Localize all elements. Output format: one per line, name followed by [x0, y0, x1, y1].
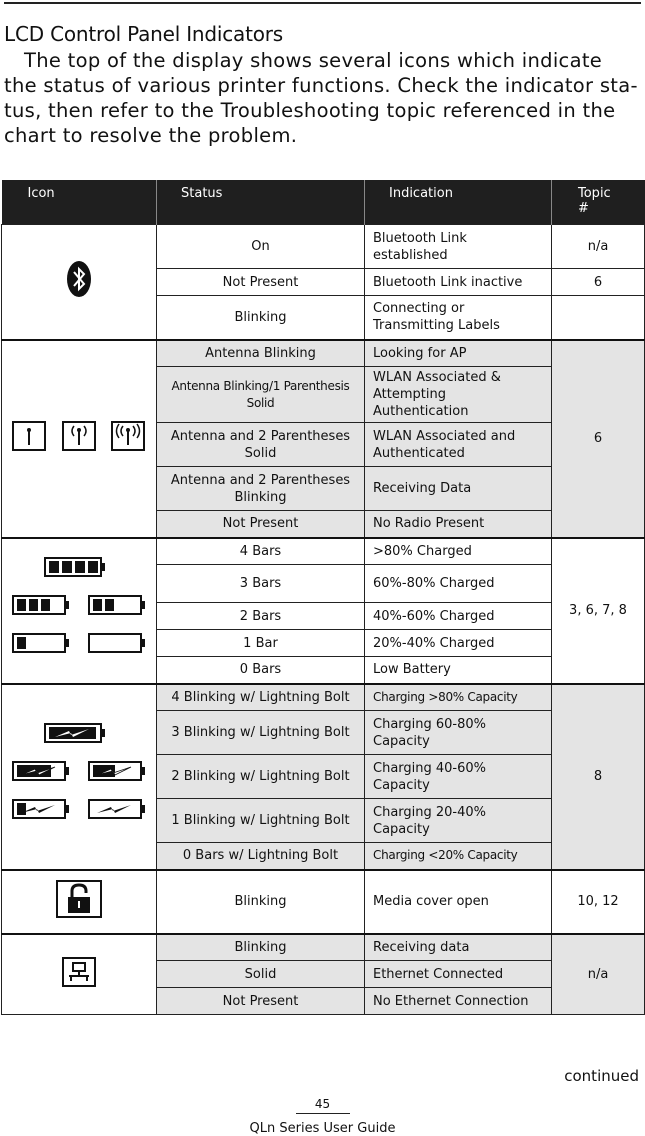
- intro-line: chart to resolve the problem.: [4, 124, 298, 147]
- intro-line: The top of the display shows several icons which indicate: [24, 49, 603, 72]
- header-icon: Icon: [2, 180, 157, 225]
- indication-cell: WLAN Associated & Attempting Authentication: [365, 367, 552, 423]
- status-cell: 4 Blinking w/ Lightning Bolt: [157, 684, 365, 711]
- topic-cell: 10, 12: [552, 870, 645, 934]
- topic-cell: 6: [552, 269, 645, 296]
- status-cell: Antenna and 2 Parentheses Solid: [157, 423, 365, 467]
- intro-line: the status of various printer functions. Check the indicator sta-: [4, 74, 638, 97]
- status-cell: 1 Blinking w/ Lightning Bolt: [157, 799, 365, 843]
- indication-cell: No Radio Present: [365, 511, 552, 538]
- status-cell: Not Present: [157, 988, 365, 1015]
- status-cell: 2 Bars: [157, 603, 365, 630]
- status-cell: 1 Bar: [157, 630, 365, 657]
- battery-icons-cell: [2, 538, 157, 684]
- indication-cell: Charging 60-80% Capacity: [365, 711, 552, 755]
- battery-charging-icons: [11, 722, 147, 826]
- battery-icons: [11, 556, 147, 660]
- status-cell: Blinking: [157, 934, 365, 961]
- topic-cell: 8: [552, 684, 645, 870]
- status-cell: Antenna Blinking: [157, 340, 365, 367]
- status-cell: Solid: [157, 961, 365, 988]
- indication-cell: WLAN Associated and Authenticated: [365, 423, 552, 467]
- page-number: 45: [314, 1097, 331, 1111]
- bluetooth-icon-cell: [2, 225, 157, 340]
- indication-cell: Charging <20% Capacity: [365, 843, 552, 870]
- page-number-rule: [296, 1113, 350, 1114]
- status-cell: On: [157, 225, 365, 269]
- antenna-icons-cell: [2, 340, 157, 538]
- topic-cell: 3, 6, 7, 8: [552, 538, 645, 684]
- header-indication: Indication: [365, 180, 552, 225]
- topic-cell: n/a: [552, 934, 645, 1015]
- battery-charging-icons-cell: [2, 684, 157, 870]
- topic-cell: 6: [552, 340, 645, 538]
- antenna-icons: [12, 421, 146, 451]
- intro-paragraph: [4, 48, 640, 148]
- indicator-table: [1, 180, 645, 1015]
- ethernet-icon: [62, 957, 96, 987]
- indication-cell: 60%-80% Charged: [365, 565, 552, 603]
- indication-cell: Charging 20-40% Capacity: [365, 799, 552, 843]
- header-topic: Topic #: [552, 180, 645, 225]
- table-row: [2, 225, 645, 269]
- header-status: Status: [157, 180, 365, 225]
- status-cell: 4 Bars: [157, 538, 365, 565]
- table-row: [2, 934, 645, 961]
- table-row: [2, 684, 645, 711]
- indication-cell: Bluetooth Link established: [365, 225, 552, 269]
- status-cell: 3 Blinking w/ Lightning Bolt: [157, 711, 365, 755]
- indication-cell: Bluetooth Link inactive: [365, 269, 552, 296]
- indication-cell: Media cover open: [365, 870, 552, 934]
- bluetooth-icon: [66, 260, 92, 298]
- status-cell: Antenna and 2 Parentheses Blinking: [157, 467, 365, 511]
- continued-label: continued: [564, 1067, 639, 1085]
- intro-line: tus, then refer to the Troubleshooting topic referenced in the: [4, 99, 616, 122]
- top-rule: [4, 2, 641, 4]
- indication-cell: 40%-60% Charged: [365, 603, 552, 630]
- page-heading: LCD Control Panel Indicators: [4, 22, 284, 46]
- indication-cell: Charging 40-60% Capacity: [365, 755, 552, 799]
- table-row: [2, 870, 645, 934]
- status-cell: Not Present: [157, 269, 365, 296]
- indication-cell: Charging >80% Capacity: [365, 684, 552, 711]
- indication-cell: Connecting or Transmitting Labels: [365, 296, 552, 340]
- lock-icon: [56, 880, 102, 918]
- indication-cell: Low Battery: [365, 657, 552, 684]
- topic-cell: [552, 296, 645, 340]
- status-cell: Antenna Blinking/1 Parenthesis Solid: [157, 367, 365, 423]
- table-row: [2, 340, 645, 367]
- status-cell: Not Present: [157, 511, 365, 538]
- topic-cell: n/a: [552, 225, 645, 269]
- lock-icon-cell: [2, 870, 157, 934]
- indication-cell: Looking for AP: [365, 340, 552, 367]
- indication-cell: Receiving Data: [365, 467, 552, 511]
- indication-cell: >80% Charged: [365, 538, 552, 565]
- status-cell: 2 Blinking w/ Lightning Bolt: [157, 755, 365, 799]
- table-header-row: [2, 180, 645, 225]
- table-row: [2, 538, 645, 565]
- status-cell: Blinking: [157, 296, 365, 340]
- footer-title: QLn Series User Guide: [249, 1121, 396, 1136]
- indication-cell: No Ethernet Connection: [365, 988, 552, 1015]
- status-cell: 3 Bars: [157, 565, 365, 603]
- indication-cell: Receiving data: [365, 934, 552, 961]
- status-cell: 0 Bars: [157, 657, 365, 684]
- status-cell: Blinking: [157, 870, 365, 934]
- indication-cell: 20%-40% Charged: [365, 630, 552, 657]
- indication-cell: Ethernet Connected: [365, 961, 552, 988]
- status-cell: 0 Bars w/ Lightning Bolt: [157, 843, 365, 870]
- ethernet-icon-cell: [2, 934, 157, 1015]
